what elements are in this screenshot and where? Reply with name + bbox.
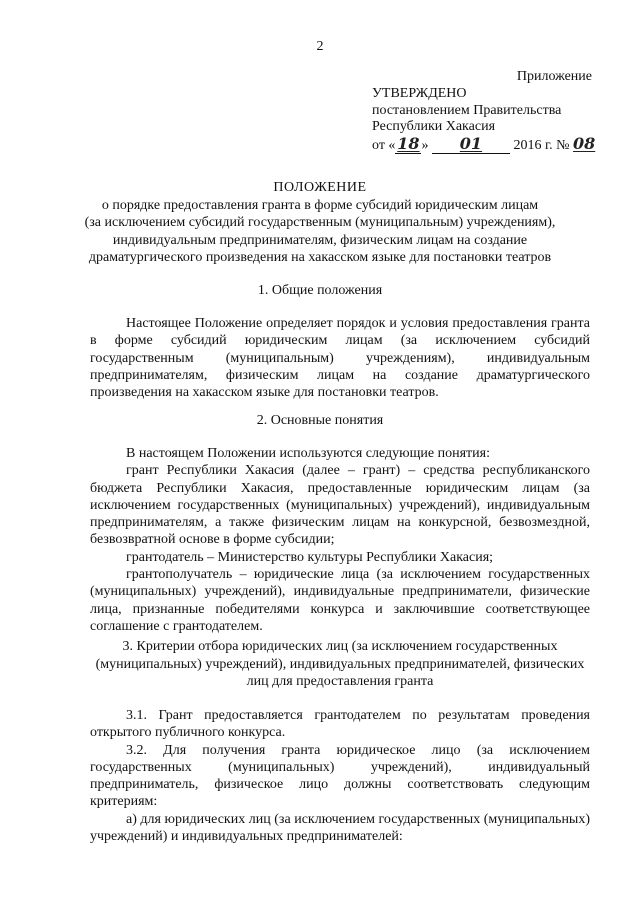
section3-heading-line2: (муниципальных) учреждений), индивидуальных предпринимателей, физических <box>95 656 585 672</box>
section2-body <box>90 445 590 635</box>
title-line1: о порядке предоставления гранта в форме субсидий юридическим лицам <box>101 197 539 213</box>
section3-paragraph-2: 3.2. Для получения гранта юридическое лицо (за исключением государственных (муниципальных) учреждений), индивидуальный предприниматель, физическое лицо должны соответствовать следующим критериям: <box>90 742 590 810</box>
approved-by-line2: Республики Хакасия <box>372 119 496 134</box>
document-title <box>40 179 600 267</box>
date-month: 01 <box>459 133 483 153</box>
date-day-field <box>395 133 421 154</box>
date-month-field <box>432 133 510 154</box>
approved-by-line1: постановлением Правительства <box>372 102 562 118</box>
approval-stamp <box>372 86 595 154</box>
appendix-label: Приложение <box>516 69 592 84</box>
section3-heading <box>80 638 600 691</box>
title-line3: индивидуальным предпринимателям, физическим лицам на создание <box>112 232 528 248</box>
section3-paragraph-1: 3.1. Грант предоставляется грантодателем по результатам проведения открытого публичного конкурса. <box>90 708 590 741</box>
section2-paragraph-2: грант Республики Хакасия (далее – грант) – средства республиканского бюджета Республики Хакасия, предоставленные юридическим лицам (за исключением государственных (муниципальных) учреждений), индивидуальным предпринимателям, а также физическим лицам на конкурсной, безвозмездной, безвозвратной основе в форме субсидии; <box>90 463 590 548</box>
title-line2: (за исключением субсидий государственным (муниципальным) учреждениям), <box>84 215 556 230</box>
section3-body <box>90 707 590 845</box>
section2-paragraph-4: грантополучатель – юридические лица (за исключением государственных (муниципальных) учреждений), индивидуальные предприниматели, физические лица, признанные победителями конкурса и заключившие соответствующее соглашение с грантодателем. <box>90 567 590 634</box>
section1-paragraph: Настоящее Положение определяет порядок и условия предоставления гранта в форме субсидий юридическим лицам (за исключением субсидий государственным (муниципальным) учреждениям), индивидуальным предпринимателям, физическим лицам на создание драматургического произведения на хакасском языке для постановки театров. <box>90 316 590 401</box>
section3-paragraph-3: а) для юридических лиц (за исключением государственных (муниципальных) учреждений) и индивидуальных предпринимателей: <box>90 811 590 845</box>
section1-heading: 1. Общие положения <box>257 283 383 298</box>
date-year-text: 2016 г. № <box>513 137 570 153</box>
page-number: 2 <box>316 39 324 54</box>
section3-heading-line1: 3. Критерии отбора юридических лиц (за исключением государственных <box>122 639 558 654</box>
section1-body <box>90 315 590 401</box>
section3-heading-line3: лиц для предоставления гранта <box>246 674 434 689</box>
date-prefix: от « <box>372 137 396 153</box>
date-mid: » <box>421 137 429 153</box>
approved-label: УТВЕРЖДЕНО <box>372 86 467 101</box>
section2-paragraph-1: В настоящем Положении используются следующие понятия: <box>126 446 490 461</box>
title-heading: ПОЛОЖЕНИЕ <box>273 180 367 195</box>
section2-heading: 2. Основные понятия <box>256 413 384 428</box>
section2-paragraph-3: грантодатель – Министерство культуры Республики Хакасия; <box>126 549 494 565</box>
approval-date-line <box>372 133 596 155</box>
title-line4: драматургического произведения на хакасском языке для постановки театров <box>88 250 552 265</box>
date-day: 18 <box>397 133 420 153</box>
document-number: 08 <box>572 133 596 153</box>
